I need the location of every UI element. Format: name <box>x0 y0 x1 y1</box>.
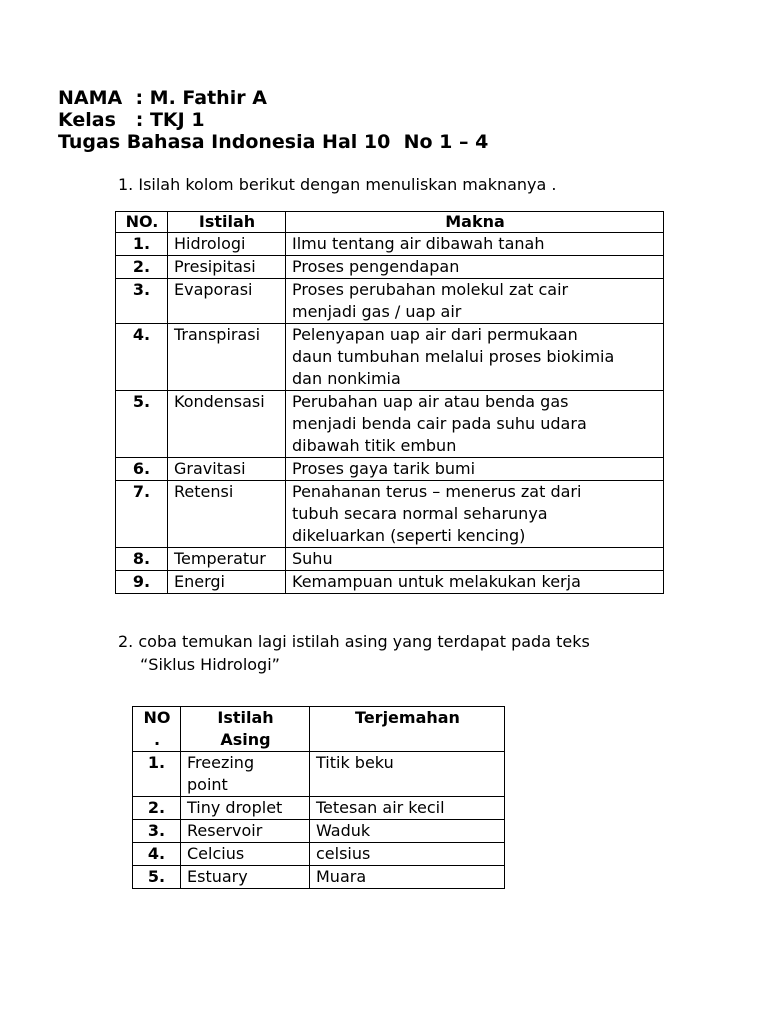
terms-meaning-table <box>115 211 664 594</box>
document-header <box>58 87 488 153</box>
term-cell: Presipitasi <box>168 256 286 279</box>
meaning-cell: Proses gaya tarik bumi <box>286 458 664 481</box>
term-cell: Energi <box>168 571 286 594</box>
translation-cell: Titik beku <box>310 752 505 797</box>
term-cell: Estuary <box>181 866 310 889</box>
row-number: 4. <box>116 324 168 391</box>
row-number: 7. <box>116 481 168 548</box>
table-row <box>133 820 505 843</box>
table-row <box>116 548 664 571</box>
row-number: 8. <box>116 548 168 571</box>
table-row <box>133 752 505 797</box>
column-header-makna: Makna <box>286 212 664 233</box>
row-number: 2. <box>133 797 181 820</box>
translation-cell: Waduk <box>310 820 505 843</box>
student-class: Kelas : TKJ 1 <box>58 109 205 131</box>
row-number: 5. <box>116 391 168 458</box>
meaning-cell: Proses pengendapan <box>286 256 664 279</box>
table-row <box>116 571 664 594</box>
assignment-title: Tugas Bahasa Indonesia Hal 10 No 1 – 4 <box>58 131 489 153</box>
question-2-instruction <box>118 631 590 676</box>
column-header-istilah-asing: Istilah Asing <box>181 707 310 752</box>
table-row <box>116 324 664 391</box>
row-number: 1. <box>133 752 181 797</box>
question-2-instruction-line-2: “Siklus Hidrologi” <box>140 654 280 674</box>
row-number: 2. <box>116 256 168 279</box>
term-cell: Reservoir <box>181 820 310 843</box>
question-1-instruction: 1. Isilah kolom berikut dengan menuliskan maknanya . <box>118 175 557 194</box>
table-row <box>133 866 505 889</box>
translation-cell: Muara <box>310 866 505 889</box>
term-cell: Gravitasi <box>168 458 286 481</box>
column-header-no: NO . <box>133 707 181 752</box>
meaning-cell: Penahanan terus – menerus zat dari tubuh secara normal seharunya dikeluarkan (seperti kencing) <box>286 481 664 548</box>
table-row <box>116 458 664 481</box>
student-name: NAMA : M. Fathir A <box>58 87 267 109</box>
table-row <box>116 481 664 548</box>
meaning-cell: Suhu <box>286 548 664 571</box>
question-2-instruction-line-1: 2. coba temukan lagi istilah asing yang terdapat pada teks <box>118 632 590 651</box>
table-row <box>116 256 664 279</box>
row-number: 1. <box>116 233 168 256</box>
table-row <box>133 797 505 820</box>
row-number: 4. <box>133 843 181 866</box>
term-cell: Temperatur <box>168 548 286 571</box>
meaning-cell: Perubahan uap air atau benda gas menjadi benda cair pada suhu udara dibawah titik embun <box>286 391 664 458</box>
row-number: 6. <box>116 458 168 481</box>
term-cell: Retensi <box>168 481 286 548</box>
column-header-terjemahan: Terjemahan <box>310 707 505 752</box>
term-cell: Celcius <box>181 843 310 866</box>
row-number: 9. <box>116 571 168 594</box>
column-header-no: NO. <box>116 212 168 233</box>
row-number: 3. <box>133 820 181 843</box>
meaning-cell: Ilmu tentang air dibawah tanah <box>286 233 664 256</box>
foreign-terms-table <box>132 706 505 889</box>
translation-cell: celsius <box>310 843 505 866</box>
row-number: 3. <box>116 279 168 324</box>
meaning-cell: Pelenyapan uap air dari permukaan daun tumbuhan melalui proses biokimia dan nonkimia <box>286 324 664 391</box>
meaning-cell: Proses perubahan molekul zat cair menjadi gas / uap air <box>286 279 664 324</box>
term-cell: Hidrologi <box>168 233 286 256</box>
term-cell: Transpirasi <box>168 324 286 391</box>
table-header-row <box>133 707 505 752</box>
term-cell: Tiny droplet <box>181 797 310 820</box>
row-number: 5. <box>133 866 181 889</box>
table-row <box>116 279 664 324</box>
term-cell: Kondensasi <box>168 391 286 458</box>
term-cell: Evaporasi <box>168 279 286 324</box>
column-header-istilah: Istilah <box>168 212 286 233</box>
meaning-cell: Kemampuan untuk melakukan kerja <box>286 571 664 594</box>
table-header-row <box>116 212 664 233</box>
translation-cell: Tetesan air kecil <box>310 797 505 820</box>
table-row <box>116 391 664 458</box>
table-row <box>133 843 505 866</box>
term-cell: Freezing point <box>181 752 310 797</box>
table-row <box>116 233 664 256</box>
